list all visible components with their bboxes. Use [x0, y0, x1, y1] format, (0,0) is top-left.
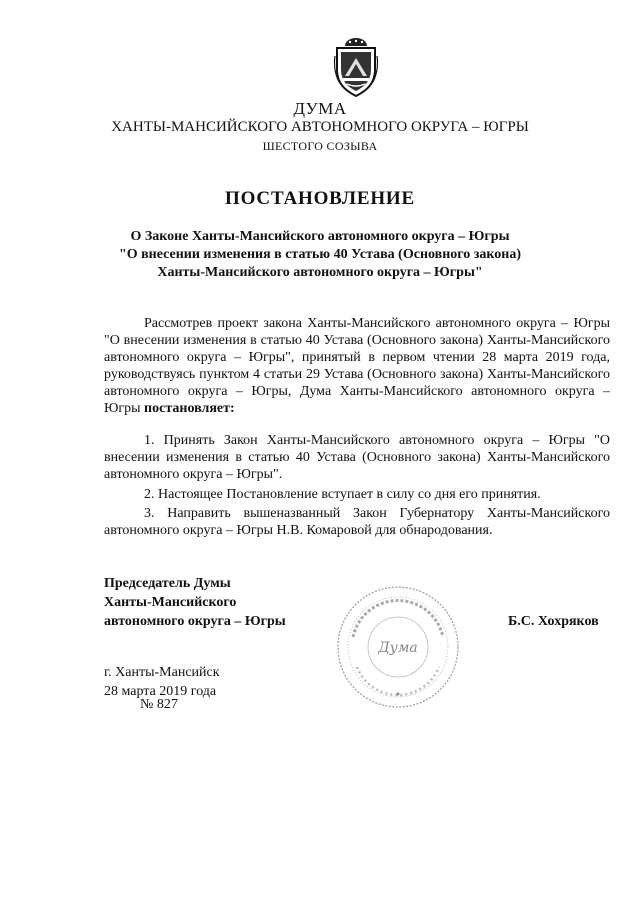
- stamp-text: Дума: [378, 640, 418, 656]
- decision-word: постановляет:: [144, 401, 235, 416]
- organ-name: ДУМА: [293, 99, 347, 118]
- signatory-position: [104, 574, 286, 631]
- subject-line-3: Ханты-Мансийского автономного округа – Югры": [157, 265, 483, 280]
- item-1: 1. Принять Закон Ханты-Мансийского автономного округа – Югры "О внесении изменения в статью 40 Устава (Основного закона) Ханты-Мансийского автономного округа – Югры".: [104, 433, 610, 482]
- city: г. Ханты-Мансийск: [104, 665, 220, 680]
- document-type: ПОСТАНОВЛЕНИЕ: [225, 188, 415, 209]
- official-seal-icon: [333, 582, 463, 712]
- coat-of-arms-icon: [333, 36, 379, 98]
- document-number: № 827: [140, 697, 178, 712]
- signatory-name: Б.С. Хохряков: [508, 614, 599, 629]
- subject-line-2: "О внесении изменения в статью 40 Устава (Основного закона): [118, 247, 522, 262]
- date: 28 марта 2019 года: [104, 684, 217, 699]
- position-line-2: Ханты-Мансийского: [104, 595, 237, 610]
- item-3: 3. Направить вышеназванный Закон Губернатору Ханты-Мансийского автономного округа – Югры Н.В. Комаровой для обнародования.: [104, 506, 610, 538]
- region-name: ХАНТЫ-МАНСИЙСКОГО АВТОНОМНОГО ОКРУГА – ЮГРЫ: [111, 119, 529, 135]
- place-date: [104, 663, 220, 701]
- position-line-3: автономного округа – Югры: [104, 614, 286, 629]
- position-line-1: Председатель Думы: [104, 576, 231, 591]
- item-2: 2. Настоящее Постановление вступает в силу со дня его принятия.: [144, 487, 541, 502]
- convocation: ШЕСТОГО СОЗЫВА: [262, 139, 378, 153]
- intro-paragraph: [104, 315, 610, 417]
- subject-line-1: О Законе Ханты-Мансийского автономного округа – Югры: [130, 229, 510, 244]
- intro-text: Рассмотрев проект закона Ханты-Мансийского автономного округа – Югры "О внесении изменения в статью 40 Устава (Основного закона) Ханты-Мансийского автономного округа – Югры", принятый в первом чтении 28 марта 2019 года, руководствуясь пунктом 4 статьи 29 Устава (Основного закона) Ханты-Мансийского автономного округа – Югры, Дума Ханты-Мансийского автономного округа – Югры: [104, 316, 610, 416]
